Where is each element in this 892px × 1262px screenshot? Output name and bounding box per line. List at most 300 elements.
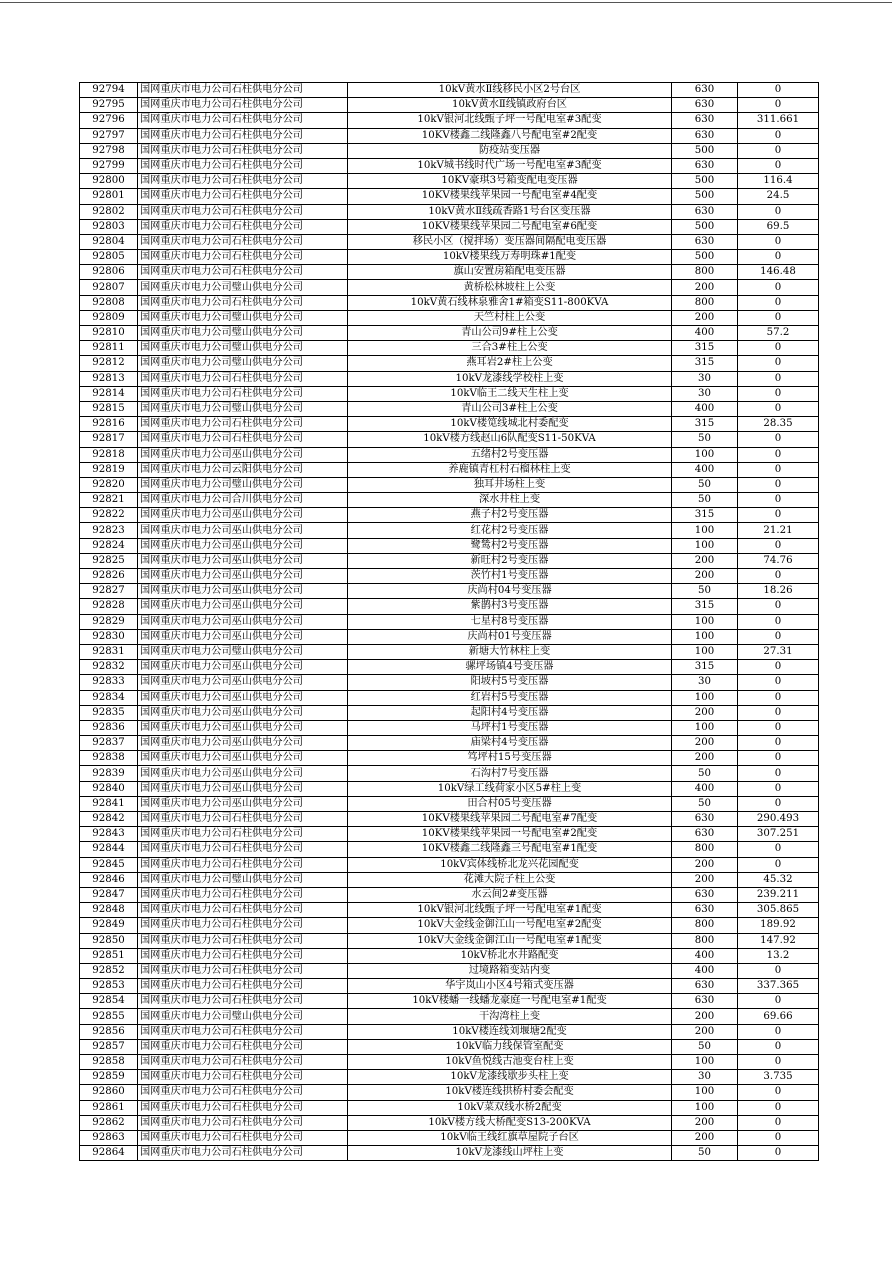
company-cell: 国网重庆市电力公司巫山供电分公司 <box>138 705 348 720</box>
capacity-cell: 100 <box>672 644 738 659</box>
table-row <box>80 751 819 766</box>
table-row <box>80 887 819 902</box>
company-cell: 国网重庆市电力公司璧山供电分公司 <box>138 477 348 492</box>
value-cell: 0 <box>738 204 819 219</box>
transformer-name-cell: 10kV黄水Ⅱ线镇政府台区 <box>348 98 672 113</box>
capacity-cell: 200 <box>672 553 738 568</box>
capacity-cell: 200 <box>672 1130 738 1145</box>
capacity-cell: 100 <box>672 720 738 735</box>
table-row <box>80 629 819 644</box>
capacity-cell: 500 <box>672 174 738 189</box>
value-cell: 0 <box>738 386 819 401</box>
transformer-name-cell: 青山公司3#柱上公变 <box>348 401 672 416</box>
transformer-name-cell: 10kV宾体线桥北龙兴花园配变 <box>348 857 672 872</box>
table-row <box>80 371 819 386</box>
value-cell: 311.661 <box>738 113 819 128</box>
company-cell: 国网重庆市电力公司石柱供电分公司 <box>138 827 348 842</box>
company-cell: 国网重庆市电力公司石柱供电分公司 <box>138 204 348 219</box>
row-id-cell: 92828 <box>80 599 138 614</box>
table-row <box>80 143 819 158</box>
value-cell: 0 <box>738 705 819 720</box>
transformer-name-cell: 田合村05号变压器 <box>348 796 672 811</box>
table-row <box>80 1130 819 1145</box>
table-row <box>80 508 819 523</box>
row-id-cell: 92852 <box>80 963 138 978</box>
transformer-name-cell: 红岩村5号变压器 <box>348 690 672 705</box>
company-cell: 国网重庆市电力公司石柱供电分公司 <box>138 1146 348 1161</box>
table-row <box>80 766 819 781</box>
value-cell: 3.735 <box>738 1070 819 1085</box>
transformer-name-cell: 10kV银河北线甄子坪一号配电室#1配变 <box>348 903 672 918</box>
company-cell: 国网重庆市电力公司石柱供电分公司 <box>138 219 348 234</box>
capacity-cell: 100 <box>672 1100 738 1115</box>
row-id-cell: 92849 <box>80 918 138 933</box>
table-row <box>80 720 819 735</box>
transformer-name-cell: 养鹿镇青杠村石榴林柱上变 <box>348 462 672 477</box>
value-cell: 0 <box>738 280 819 295</box>
row-id-cell: 92832 <box>80 660 138 675</box>
page-top-rule <box>0 2 892 3</box>
row-id-cell: 92848 <box>80 903 138 918</box>
row-id-cell: 92796 <box>80 113 138 128</box>
capacity-cell: 500 <box>672 143 738 158</box>
company-cell: 国网重庆市电力公司巫山供电分公司 <box>138 538 348 553</box>
table-row <box>80 189 819 204</box>
transformer-name-cell: 10kV大金线金御江山一号配电室#2配变 <box>348 918 672 933</box>
value-cell: 27.31 <box>738 644 819 659</box>
table-row <box>80 675 819 690</box>
company-cell: 国网重庆市电力公司石柱供电分公司 <box>138 417 348 432</box>
company-cell: 国网重庆市电力公司石柱供电分公司 <box>138 918 348 933</box>
table-row <box>80 1115 819 1130</box>
row-id-cell: 92826 <box>80 569 138 584</box>
transformer-name-cell: 鹭鸶村2号变压器 <box>348 538 672 553</box>
table-row <box>80 827 819 842</box>
row-id-cell: 92856 <box>80 1024 138 1039</box>
row-id-cell: 92800 <box>80 174 138 189</box>
capacity-cell: 50 <box>672 766 738 781</box>
value-cell: 0 <box>738 128 819 143</box>
capacity-cell: 315 <box>672 341 738 356</box>
company-cell: 国网重庆市电力公司石柱供电分公司 <box>138 386 348 401</box>
row-id-cell: 92823 <box>80 523 138 538</box>
row-id-cell: 92815 <box>80 401 138 416</box>
capacity-cell: 50 <box>672 493 738 508</box>
table-row <box>80 1070 819 1085</box>
value-cell: 0 <box>738 295 819 310</box>
row-id-cell: 92845 <box>80 857 138 872</box>
capacity-cell: 50 <box>672 477 738 492</box>
company-cell: 国网重庆市电力公司石柱供电分公司 <box>138 189 348 204</box>
value-cell: 0 <box>738 98 819 113</box>
row-id-cell: 92831 <box>80 644 138 659</box>
table-row <box>80 158 819 173</box>
company-cell: 国网重庆市电力公司璧山供电分公司 <box>138 310 348 325</box>
table-row <box>80 417 819 432</box>
transformer-name-cell: 10KV楼果线苹果园一号配电室#4配变 <box>348 189 672 204</box>
capacity-cell: 400 <box>672 781 738 796</box>
value-cell: 0 <box>738 1085 819 1100</box>
company-cell: 国网重庆市电力公司巫山供电分公司 <box>138 629 348 644</box>
value-cell: 0 <box>738 660 819 675</box>
table-row <box>80 812 819 827</box>
value-cell: 0 <box>738 569 819 584</box>
table-row <box>80 219 819 234</box>
value-cell: 116.4 <box>738 174 819 189</box>
capacity-cell: 100 <box>672 1085 738 1100</box>
company-cell: 国网重庆市电力公司巫山供电分公司 <box>138 766 348 781</box>
capacity-cell: 630 <box>672 812 738 827</box>
company-cell: 国网重庆市电力公司璧山供电分公司 <box>138 341 348 356</box>
value-cell: 0 <box>738 462 819 477</box>
row-id-cell: 92816 <box>80 417 138 432</box>
capacity-cell: 200 <box>672 751 738 766</box>
transformer-name-cell: 燕耳岩2#柱上公变 <box>348 356 672 371</box>
company-cell: 国网重庆市电力公司石柱供电分公司 <box>138 812 348 827</box>
row-id-cell: 92813 <box>80 371 138 386</box>
value-cell: 0 <box>738 796 819 811</box>
capacity-cell: 100 <box>672 629 738 644</box>
table-row <box>80 1009 819 1024</box>
company-cell: 国网重庆市电力公司巫山供电分公司 <box>138 781 348 796</box>
table-row <box>80 174 819 189</box>
table-row <box>80 963 819 978</box>
transformer-name-cell: 10kV大金线金御江山一号配电室#1配变 <box>348 933 672 948</box>
transformer-name-cell: 10kV临王线红旗草屋院子台区 <box>348 1130 672 1145</box>
capacity-cell: 100 <box>672 447 738 462</box>
capacity-cell: 315 <box>672 508 738 523</box>
company-cell: 国网重庆市电力公司石柱供电分公司 <box>138 371 348 386</box>
table-row <box>80 736 819 751</box>
company-cell: 国网重庆市电力公司璧山供电分公司 <box>138 872 348 887</box>
company-cell: 国网重庆市电力公司石柱供电分公司 <box>138 979 348 994</box>
value-cell: 0 <box>738 751 819 766</box>
transformer-name-cell: 10kV桥北水井路配变 <box>348 948 672 963</box>
capacity-cell: 315 <box>672 417 738 432</box>
company-cell: 国网重庆市电力公司石柱供电分公司 <box>138 1055 348 1070</box>
capacity-cell: 630 <box>672 83 738 98</box>
transformer-name-cell: 燕子村2号变压器 <box>348 508 672 523</box>
row-id-cell: 92847 <box>80 887 138 902</box>
transformer-name-cell: 10kV楼方线赵山6队配变S11-50KVA <box>348 432 672 447</box>
company-cell: 国网重庆市电力公司石柱供电分公司 <box>138 1100 348 1115</box>
row-id-cell: 92807 <box>80 280 138 295</box>
company-cell: 国网重庆市电力公司石柱供电分公司 <box>138 143 348 158</box>
capacity-cell: 315 <box>672 356 738 371</box>
value-cell: 0 <box>738 675 819 690</box>
capacity-cell: 630 <box>672 204 738 219</box>
capacity-cell: 400 <box>672 462 738 477</box>
company-cell: 国网重庆市电力公司石柱供电分公司 <box>138 948 348 963</box>
row-id-cell: 92818 <box>80 447 138 462</box>
table-row <box>80 872 819 887</box>
company-cell: 国网重庆市电力公司石柱供电分公司 <box>138 265 348 280</box>
capacity-cell: 50 <box>672 1146 738 1161</box>
value-cell: 0 <box>738 371 819 386</box>
transformer-name-cell: 旗山安置房箱配电变压器 <box>348 265 672 280</box>
company-cell: 国网重庆市电力公司巫山供电分公司 <box>138 796 348 811</box>
company-cell: 国网重庆市电力公司巫山供电分公司 <box>138 675 348 690</box>
row-id-cell: 92806 <box>80 265 138 280</box>
transformer-name-cell: 庆尚村04号变压器 <box>348 584 672 599</box>
transformer-name-cell: 10kV楼果线万寿明珠#1配变 <box>348 250 672 265</box>
capacity-cell: 200 <box>672 1024 738 1039</box>
value-cell: 0 <box>738 781 819 796</box>
capacity-cell: 30 <box>672 371 738 386</box>
value-cell: 0 <box>738 842 819 857</box>
row-id-cell: 92808 <box>80 295 138 310</box>
value-cell: 0 <box>738 341 819 356</box>
table-row <box>80 204 819 219</box>
transformer-name-cell: 10KV楼鑫二线隆鑫三号配电室#1配变 <box>348 842 672 857</box>
table-row <box>80 614 819 629</box>
row-id-cell: 92799 <box>80 158 138 173</box>
value-cell: 0 <box>738 1039 819 1054</box>
row-id-cell: 92846 <box>80 872 138 887</box>
capacity-cell: 630 <box>672 827 738 842</box>
table-row <box>80 553 819 568</box>
capacity-cell: 630 <box>672 158 738 173</box>
transformer-name-cell: 10KV楼鑫二线隆鑫八号配电室#2配变 <box>348 128 672 143</box>
capacity-cell: 315 <box>672 660 738 675</box>
table-row <box>80 310 819 325</box>
transformer-name-cell: 10kV楼蟠一线蟠龙豪庭一号配电室#1配变 <box>348 994 672 1009</box>
row-id-cell: 92860 <box>80 1085 138 1100</box>
transformer-name-cell: 新塘大竹林柱上变 <box>348 644 672 659</box>
table-row <box>80 523 819 538</box>
value-cell: 0 <box>738 432 819 447</box>
value-cell: 189.92 <box>738 918 819 933</box>
capacity-cell: 200 <box>672 736 738 751</box>
value-cell: 0 <box>738 83 819 98</box>
value-cell: 0 <box>738 493 819 508</box>
table-row <box>80 705 819 720</box>
row-id-cell: 92864 <box>80 1146 138 1161</box>
row-id-cell: 92812 <box>80 356 138 371</box>
company-cell: 国网重庆市电力公司璧山供电分公司 <box>138 401 348 416</box>
table-row <box>80 250 819 265</box>
value-cell: 0 <box>738 538 819 553</box>
company-cell: 国网重庆市电力公司石柱供电分公司 <box>138 234 348 249</box>
transformer-name-cell: 10KV楼果线苹果园一号配电室#2配变 <box>348 827 672 842</box>
transformer-name-cell: 10kV龙漆线歇步头柱上变 <box>348 1070 672 1085</box>
value-cell: 0 <box>738 1130 819 1145</box>
table-row <box>80 432 819 447</box>
transformer-name-cell: 红花村2号变压器 <box>348 523 672 538</box>
table-row <box>80 569 819 584</box>
transformer-name-cell: 石沟村7号变压器 <box>348 766 672 781</box>
value-cell: 0 <box>738 736 819 751</box>
capacity-cell: 400 <box>672 326 738 341</box>
row-id-cell: 92794 <box>80 83 138 98</box>
transformer-name-cell: 10kV临力线保管室配变 <box>348 1039 672 1054</box>
value-cell: 0 <box>738 629 819 644</box>
row-id-cell: 92863 <box>80 1130 138 1145</box>
row-id-cell: 92835 <box>80 705 138 720</box>
capacity-cell: 630 <box>672 113 738 128</box>
capacity-cell: 800 <box>672 295 738 310</box>
table-row <box>80 857 819 872</box>
row-id-cell: 92819 <box>80 462 138 477</box>
capacity-cell: 630 <box>672 98 738 113</box>
row-id-cell: 92820 <box>80 477 138 492</box>
value-cell: 239.211 <box>738 887 819 902</box>
transformer-name-cell: 10kV临王二线天生柱上变 <box>348 386 672 401</box>
transformer-name-cell: 华宇岚山小区4号箱式变压器 <box>348 979 672 994</box>
table-row <box>80 341 819 356</box>
capacity-cell: 200 <box>672 705 738 720</box>
value-cell: 307.251 <box>738 827 819 842</box>
capacity-cell: 630 <box>672 979 738 994</box>
value-cell: 146.48 <box>738 265 819 280</box>
value-cell: 0 <box>738 766 819 781</box>
capacity-cell: 100 <box>672 690 738 705</box>
company-cell: 国网重庆市电力公司石柱供电分公司 <box>138 113 348 128</box>
table-row <box>80 918 819 933</box>
table-row <box>80 1100 819 1115</box>
table-row <box>80 83 819 98</box>
table-row <box>80 280 819 295</box>
capacity-cell: 800 <box>672 265 738 280</box>
row-id-cell: 92803 <box>80 219 138 234</box>
transformer-name-cell: 庙梁村4号变压器 <box>348 736 672 751</box>
transformer-name-cell: 过境路箱变站内变 <box>348 963 672 978</box>
table-row <box>80 584 819 599</box>
row-id-cell: 92817 <box>80 432 138 447</box>
value-cell: 74.76 <box>738 553 819 568</box>
table-row <box>80 462 819 477</box>
company-cell: 国网重庆市电力公司石柱供电分公司 <box>138 994 348 1009</box>
row-id-cell: 92837 <box>80 736 138 751</box>
capacity-cell: 100 <box>672 523 738 538</box>
row-id-cell: 92857 <box>80 1039 138 1054</box>
row-id-cell: 92830 <box>80 629 138 644</box>
value-cell: 0 <box>738 250 819 265</box>
capacity-cell: 800 <box>672 933 738 948</box>
row-id-cell: 92844 <box>80 842 138 857</box>
row-id-cell: 92861 <box>80 1100 138 1115</box>
table-row <box>80 234 819 249</box>
transformer-name-cell: 新旺村2号变压器 <box>348 553 672 568</box>
table-row <box>80 903 819 918</box>
table-row <box>80 401 819 416</box>
transformer-name-cell: 笃坪村15号变压器 <box>348 751 672 766</box>
company-cell: 国网重庆市电力公司合川供电分公司 <box>138 493 348 508</box>
row-id-cell: 92825 <box>80 553 138 568</box>
table-body <box>80 83 819 1161</box>
capacity-cell: 30 <box>672 386 738 401</box>
value-cell: 0 <box>738 1055 819 1070</box>
value-cell: 0 <box>738 994 819 1009</box>
company-cell: 国网重庆市电力公司石柱供电分公司 <box>138 250 348 265</box>
table-row <box>80 493 819 508</box>
value-cell: 305.865 <box>738 903 819 918</box>
value-cell: 57.2 <box>738 326 819 341</box>
value-cell: 337.365 <box>738 979 819 994</box>
company-cell: 国网重庆市电力公司璧山供电分公司 <box>138 280 348 295</box>
table-row <box>80 948 819 963</box>
value-cell: 0 <box>738 599 819 614</box>
row-id-cell: 92851 <box>80 948 138 963</box>
transformer-name-cell: 移民小区（搅拌场）变压器间隔配电变压器 <box>348 234 672 249</box>
company-cell: 国网重庆市电力公司石柱供电分公司 <box>138 98 348 113</box>
row-id-cell: 92862 <box>80 1115 138 1130</box>
value-cell: 0 <box>738 356 819 371</box>
capacity-cell: 200 <box>672 310 738 325</box>
value-cell: 0 <box>738 963 819 978</box>
value-cell: 45.32 <box>738 872 819 887</box>
value-cell: 0 <box>738 158 819 173</box>
row-id-cell: 92843 <box>80 827 138 842</box>
company-cell: 国网重庆市电力公司石柱供电分公司 <box>138 857 348 872</box>
value-cell: 0 <box>738 1115 819 1130</box>
company-cell: 国网重庆市电力公司石柱供电分公司 <box>138 128 348 143</box>
value-cell: 0 <box>738 143 819 158</box>
value-cell: 18.26 <box>738 584 819 599</box>
value-cell: 24.5 <box>738 189 819 204</box>
capacity-cell: 500 <box>672 219 738 234</box>
value-cell: 0 <box>738 508 819 523</box>
row-id-cell: 92798 <box>80 143 138 158</box>
capacity-cell: 50 <box>672 584 738 599</box>
transformer-name-cell: 10kV龙漆线学校柱上变 <box>348 371 672 386</box>
transformer-name-cell: 10KV楼果线苹果园二号配电室#7配变 <box>348 812 672 827</box>
table-row <box>80 781 819 796</box>
transformer-name-cell: 马坪村1号变压器 <box>348 720 672 735</box>
table-row <box>80 98 819 113</box>
transformer-name-cell: 10kV楼连线拱桥村委会配变 <box>348 1085 672 1100</box>
table-row <box>80 599 819 614</box>
table-row <box>80 979 819 994</box>
transformer-name-cell: 花滩大院子柱上公变 <box>348 872 672 887</box>
capacity-cell: 630 <box>672 994 738 1009</box>
transformer-name-cell: 黄桥松林坡柱上公变 <box>348 280 672 295</box>
company-cell: 国网重庆市电力公司石柱供电分公司 <box>138 158 348 173</box>
capacity-cell: 100 <box>672 614 738 629</box>
transformer-name-cell: 10kV鱼悦线古池变台柱上变 <box>348 1055 672 1070</box>
capacity-cell: 630 <box>672 887 738 902</box>
transformer-name-cell: 阳坡村5号变压器 <box>348 675 672 690</box>
company-cell: 国网重庆市电力公司石柱供电分公司 <box>138 887 348 902</box>
company-cell: 国网重庆市电力公司石柱供电分公司 <box>138 432 348 447</box>
row-id-cell: 92822 <box>80 508 138 523</box>
value-cell: 0 <box>738 857 819 872</box>
table-row <box>80 690 819 705</box>
table-row <box>80 326 819 341</box>
table-row <box>80 386 819 401</box>
row-id-cell: 92809 <box>80 310 138 325</box>
row-id-cell: 92824 <box>80 538 138 553</box>
value-cell: 21.21 <box>738 523 819 538</box>
table-row <box>80 447 819 462</box>
table-row <box>80 933 819 948</box>
company-cell: 国网重庆市电力公司巫山供电分公司 <box>138 660 348 675</box>
row-id-cell: 92853 <box>80 979 138 994</box>
row-id-cell: 92850 <box>80 933 138 948</box>
transformer-name-cell: 庆尚村01号变压器 <box>348 629 672 644</box>
capacity-cell: 800 <box>672 918 738 933</box>
company-cell: 国网重庆市电力公司巫山供电分公司 <box>138 553 348 568</box>
row-id-cell: 92833 <box>80 675 138 690</box>
company-cell: 国网重庆市电力公司巫山供电分公司 <box>138 720 348 735</box>
table-row <box>80 128 819 143</box>
row-id-cell: 92854 <box>80 994 138 1009</box>
row-id-cell: 92797 <box>80 128 138 143</box>
transformer-name-cell: 天竺村柱上公变 <box>348 310 672 325</box>
table-row <box>80 113 819 128</box>
transformer-name-cell: 10kV楼笕线城北村委配变 <box>348 417 672 432</box>
company-cell: 国网重庆市电力公司石柱供电分公司 <box>138 842 348 857</box>
